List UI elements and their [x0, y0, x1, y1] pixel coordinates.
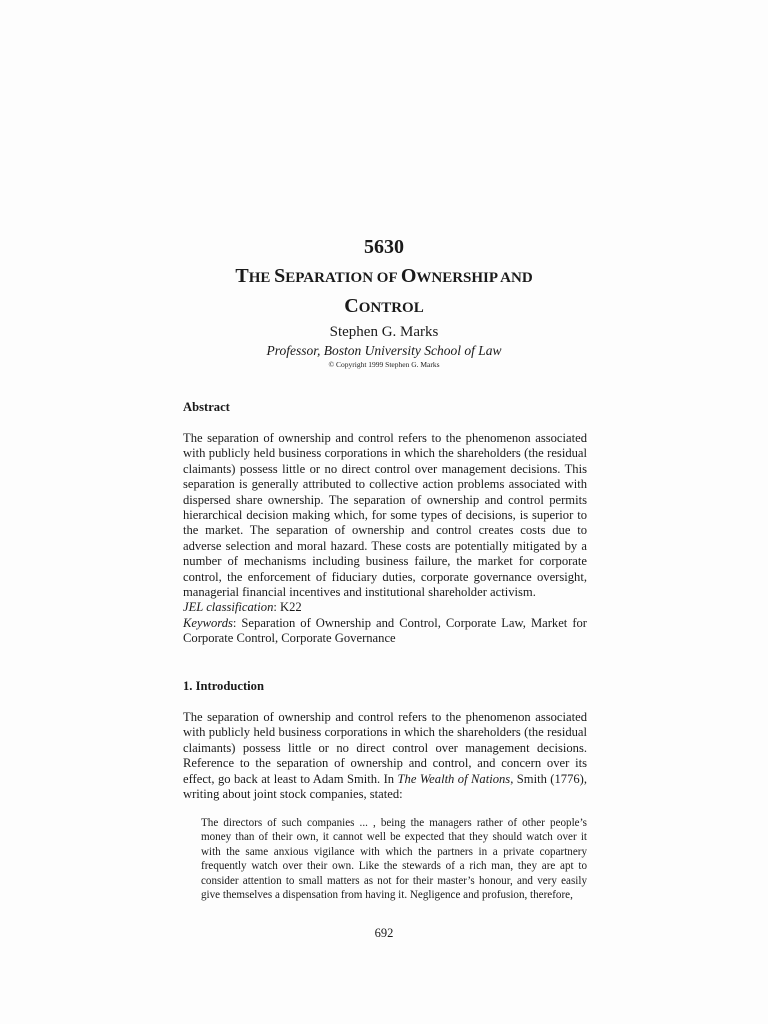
abstract-heading: Abstract — [183, 400, 230, 414]
introduction-text: The separation of ownership and control refers to the phenomenon associated with publicly held business corporations in which the shareholders (the residual claimants) possess little or no direct control over management decisions. Reference to the separation of ownership and control, and concern over its effect, go back at least to Adam Smith. In The Wealth of Nations, Smith (1776), writing about joint stock companies, stated: — [183, 710, 588, 802]
title-line-2: CONTROL — [344, 295, 424, 317]
abstract-text: The separation of ownership and control refers to the phenomenon associated with publicly held business corporations in which the shareholders (the residual claimants) possess little or no direct control over management decisions. This separation is generally attributed to collective action problems associated with dispersed share ownership. The separation of ownership and control permits hierarchical decision making which, for some types of decisions, is superior to the market. The separation of ownership and control creates costs due to adverse selection and moral hazard. These costs are potentially mitigated by a number of mechanisms including business failure, the market for corporate control, the enforcement of fiduciary duties, corporate governance oversight, managerial financial incentives and institutional shareholder activism. — [183, 431, 587, 600]
block-quote: The directors of such companies ... , being the managers rather of other people’s money than of their own, it cannot well be expected that they should watch over it with the same anxious vigilance with which the partners in a private copartnery frequently watch over their own. Like the stewards of a rich man, they are apt to consider attention to small matters as not for their master’s honour, and very easily give themselves a dispensation from having it. Negligence and profusion, therefore, — [201, 817, 587, 902]
copyright-notice: © Copyright 1999 Stephen G. Marks — [328, 360, 440, 369]
paper-number: 5630 — [364, 236, 404, 258]
introduction-heading: 1. Introduction — [183, 679, 264, 693]
abstract-section — [183, 431, 587, 647]
jel-classification: JEL classification: K22 — [183, 600, 302, 615]
author-name: Stephen G. Marks — [329, 324, 439, 340]
keywords: Keywords: Separation of Ownership and Control, Corporate Law, Market for Corporate Control, Corporate Governance — [183, 615, 587, 646]
page-number: 692 — [374, 926, 394, 940]
author-affiliation: Professor, Boston University School of Law — [266, 343, 502, 358]
title-line-1: THE SEPARATION OF OWNERSHIP AND — [235, 265, 533, 287]
paper-title — [0, 262, 768, 322]
